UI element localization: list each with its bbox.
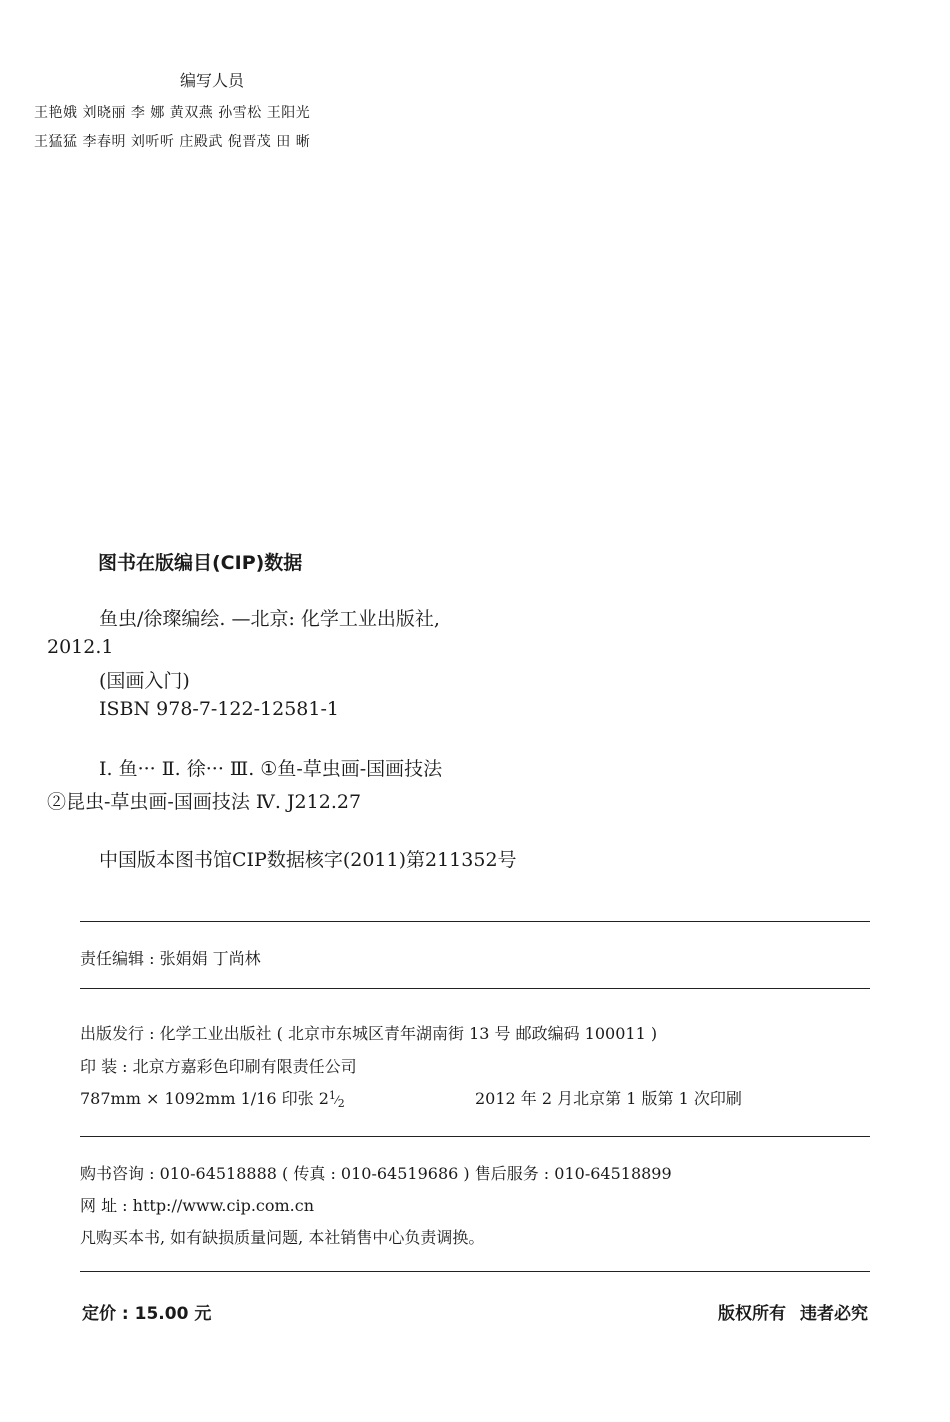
website-info[interactable]: 网 址 : http://www.cip.com.cn <box>80 1196 315 1215</box>
editors-heading: 编写人员 <box>180 71 245 90</box>
divider-rule <box>80 988 870 989</box>
price-label: 定价 : 15.00 元 <box>82 1304 212 1324</box>
cip-title-line: 鱼虫/徐璨编绘. —北京: 化学工业出版社, <box>99 608 440 630</box>
cip-subject-line-2: ②昆虫-草虫画-国画技法 Ⅳ. J212.27 <box>47 791 362 813</box>
cip-series-line: (国画入门) <box>99 670 190 692</box>
sheets-fraction: 1⁄2 <box>328 1089 345 1110</box>
divider-rule <box>80 921 870 922</box>
divider-rule <box>80 1136 870 1137</box>
rights-reserved: 版权所有 <box>718 1304 786 1324</box>
edition-info: 2012 年 2 月北京第 1 版第 1 次印刷 <box>475 1089 742 1108</box>
editors-line-1: 王艳娥 刘晓丽 李 娜 黄双燕 孙雪松 王阳光 <box>34 105 311 121</box>
cip-isbn-line: ISBN 978-7-122-12581-1 <box>99 698 339 720</box>
format-info <box>80 1086 345 1110</box>
divider-rule <box>80 1271 870 1272</box>
sheets-numerator: 1 <box>328 1089 336 1102</box>
responsible-editor: 责任编辑 : 张娟娟 丁尚林 <box>80 949 261 968</box>
editors-line-2: 王猛猛 李春明 刘听听 庄殿武 倪晋茂 田 晰 <box>34 134 311 150</box>
replacement-notice: 凡购买本书, 如有缺损质量问题, 本社销售中心负责调换。 <box>80 1228 485 1247</box>
sheets-denominator: 2 <box>337 1097 345 1110</box>
infringement-warning: 违者必究 <box>800 1304 868 1324</box>
cip-date-line: 2012.1 <box>47 636 114 658</box>
printer-info: 印 装 : 北京方嘉彩色印刷有限责任公司 <box>80 1057 357 1076</box>
publisher-info: 出版发行 : 化学工业出版社 ( 北京市东城区青年湖南街 13 号 邮政编码 100011 ) <box>80 1024 658 1043</box>
cip-subject-line-1: Ⅰ. 鱼··· Ⅱ. 徐··· Ⅲ. ①鱼-草虫画-国画技法 <box>99 758 443 780</box>
cip-record-line: 中国版本图书馆CIP数据核字(2011)第211352号 <box>99 849 517 871</box>
copyright-notice <box>718 1299 868 1324</box>
purchase-contact: 购书咨询 : 010-64518888 ( 传真 : 010-64519686 ) 售后服务 : 010-64518899 <box>80 1164 672 1183</box>
cip-heading: 图书在版编目(CIP)数据 <box>98 552 303 574</box>
format-text: 787mm × 1092mm 1/16 印张 2 <box>80 1089 329 1108</box>
